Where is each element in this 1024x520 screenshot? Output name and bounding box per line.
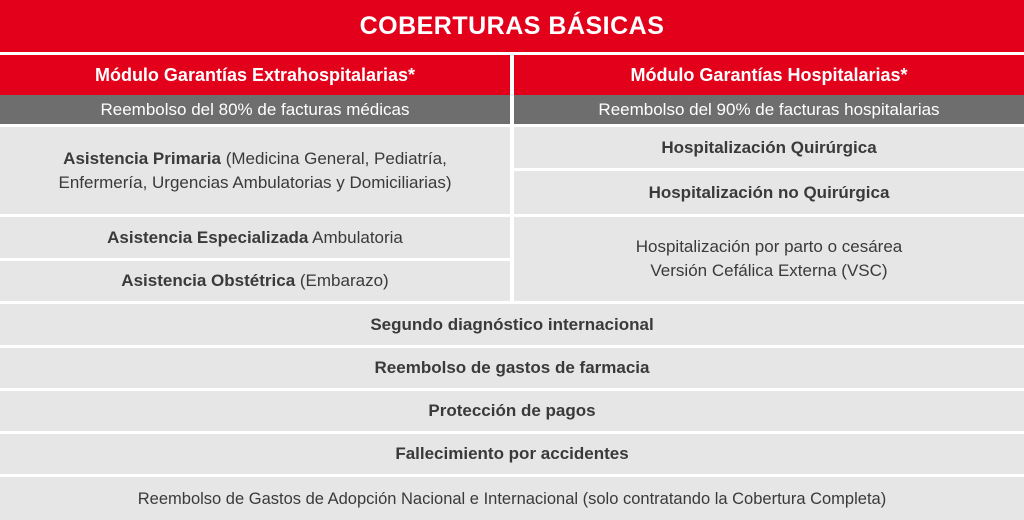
- obstetric-care-detail: (Embarazo): [295, 271, 389, 290]
- primary-care-label: Asistencia Primaria: [63, 148, 221, 168]
- primary-care-cell: [0, 127, 510, 214]
- birth-hospitalization-line2: Versión Cefálica Externa (VSC): [650, 261, 888, 280]
- right-reimbursement: Reembolso del 90% de facturas hospitalarias: [514, 95, 1024, 124]
- primary-care-detail-1: (Medicina General, Pediatría,: [220, 148, 447, 168]
- obstetric-care-cell: [0, 261, 510, 301]
- surgical-hospitalization-cell: Hospitalización Quirúrgica: [514, 127, 1024, 168]
- birth-hospitalization-cell: [514, 217, 1024, 301]
- right-module-header: Módulo Garantías Hospitalarias*: [514, 55, 1024, 95]
- second-opinion-row: Segundo diagnóstico internacional: [0, 304, 1024, 345]
- birth-hospitalization-line1: Hospitalización por parto o cesárea: [635, 237, 903, 256]
- non-surgical-hospitalization-cell: Hospitalización no Quirúrgica: [514, 171, 1024, 214]
- left-reimbursement: Reembolso del 80% de facturas médicas: [0, 95, 510, 124]
- accident-death-row: Fallecimiento por accidentes: [0, 434, 1024, 474]
- left-module-header: Módulo Garantías Extrahospitalarias*: [0, 55, 510, 95]
- pharmacy-row: Reembolso de gastos de farmacia: [0, 348, 1024, 388]
- specialized-care-label: Asistencia Especializada: [107, 227, 309, 247]
- specialized-care-cell: [0, 217, 510, 258]
- obstetric-care-label: Asistencia Obstétrica: [121, 271, 296, 290]
- payment-protection-row: Protección de pagos: [0, 391, 1024, 431]
- adoption-row: Reembolso de Gastos de Adopción Nacional e Internacional (solo contratando la Cobertura Completa): [0, 477, 1024, 520]
- primary-care-detail-2: Enfermería, Urgencias Ambulatorias y Domiciliarias): [58, 172, 452, 192]
- specialized-care-detail: Ambulatoria: [308, 227, 403, 247]
- table-title: COBERTURAS BÁSICAS: [0, 0, 1024, 52]
